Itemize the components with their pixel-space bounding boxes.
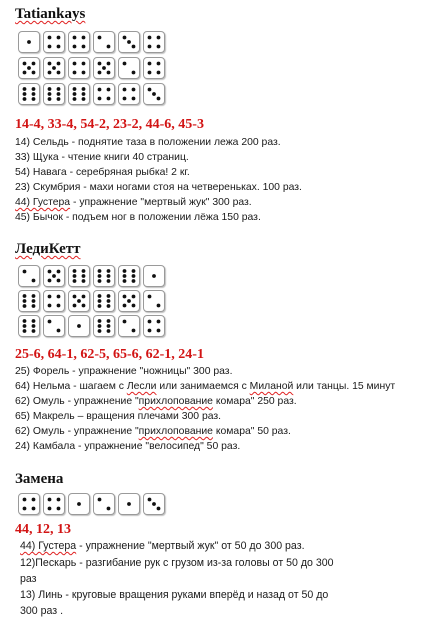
die-pip	[123, 97, 127, 101]
die-pip	[52, 66, 56, 70]
die-face-icon	[93, 57, 115, 79]
die-pip	[148, 295, 152, 299]
die-face-icon	[118, 83, 140, 105]
die-pip	[32, 279, 36, 283]
section-3-line-5: 300 раз .	[20, 605, 64, 617]
die-pip	[82, 97, 86, 101]
die-pip	[32, 507, 36, 511]
die-pip	[32, 324, 36, 328]
die-pip	[107, 97, 111, 101]
die-pip	[98, 71, 102, 75]
die-pip	[32, 329, 36, 333]
die-pip	[73, 97, 77, 101]
die-pip	[107, 329, 111, 333]
die-pip	[132, 88, 136, 92]
section-1-line-1: 14) Сельдь - поднятие таза в положении лежа 200 раз.	[15, 137, 281, 148]
section-1-dice-row-2	[18, 57, 165, 79]
section-3-line-3: раз	[20, 573, 37, 585]
die-pip	[123, 295, 127, 299]
die-face-icon	[118, 493, 140, 515]
die-pip	[48, 270, 52, 274]
die-pip	[98, 304, 102, 308]
die-pip	[73, 36, 77, 40]
die-pip	[98, 62, 102, 66]
die-face-icon	[43, 265, 65, 287]
section-2-line-4: 65) Макрель – вращения плечами 300 раз.	[15, 411, 222, 422]
die-pip	[57, 279, 61, 283]
die-pip	[82, 304, 86, 308]
section-2-line-2: 64) Нельма - шагаем с Лесли или занимаемся с Миланой или танцы. 15 минут	[15, 381, 396, 392]
die-face-icon	[143, 493, 165, 515]
die-pip	[107, 294, 111, 298]
die-pip	[152, 92, 156, 96]
die-pip	[127, 502, 131, 506]
die-face-icon	[18, 265, 40, 287]
die-face-icon	[143, 290, 165, 312]
die-pip	[32, 299, 36, 303]
section-3-line-2: 12)Пескарь - разгибание рук с грузом из-за головы от 50 до 300	[20, 557, 334, 569]
die-face-icon	[68, 57, 90, 79]
die-pip	[52, 274, 56, 278]
section-3-line-4: 13) Линь - круговые вращения руками вперёд и назад от 50 до	[20, 589, 329, 601]
section-2-dice-row-2	[18, 290, 165, 312]
die-pip	[157, 97, 161, 101]
die-pip	[98, 97, 102, 101]
die-face-icon	[143, 265, 165, 287]
die-pip	[102, 66, 106, 70]
die-pip	[132, 71, 136, 75]
die-pip	[73, 45, 77, 49]
die-pip	[132, 45, 136, 49]
die-face-icon	[18, 290, 40, 312]
section-1-line-4: 23) Скумбрия - махи ногами стоя на четвереньках. 100 раз.	[15, 182, 302, 193]
die-pip	[82, 92, 86, 96]
die-pip	[23, 87, 27, 91]
die-face-icon	[143, 315, 165, 337]
die-pip	[107, 45, 111, 49]
die-face-icon	[143, 31, 165, 53]
section-2-line-3: 62) Омуль - упражнение "прихлопование комара" 250 раз.	[15, 396, 297, 407]
die-pip	[82, 279, 86, 283]
die-pip	[82, 71, 86, 75]
die-pip	[48, 279, 52, 283]
die-pip	[107, 279, 111, 283]
die-pip	[23, 270, 27, 274]
section-3-codes: 44, 12, 13	[15, 522, 71, 537]
die-pip	[98, 279, 102, 283]
die-face-icon	[68, 265, 90, 287]
die-pip	[82, 295, 86, 299]
section-1-dice-row-1	[18, 31, 165, 53]
die-pip	[73, 87, 77, 91]
die-pip	[148, 45, 152, 49]
die-pip	[107, 324, 111, 328]
section-1-line-6: 45) Бычок - подъем ног в положении лёжа 150 раз.	[15, 212, 261, 223]
die-pip	[48, 320, 52, 324]
die-pip	[73, 62, 77, 66]
die-pip	[107, 319, 111, 323]
section-3-dice-row-1	[18, 493, 165, 515]
die-pip	[32, 304, 36, 308]
die-pip	[57, 62, 61, 66]
section-2-title: ЛедиКетт	[15, 241, 81, 257]
die-pip	[82, 45, 86, 49]
die-face-icon	[143, 57, 165, 79]
die-face-icon	[43, 83, 65, 105]
die-pip	[23, 299, 27, 303]
die-pip	[23, 294, 27, 298]
die-face-icon	[93, 315, 115, 337]
die-pip	[57, 270, 61, 274]
section-2-line-5: 62) Омуль - упражнение "прихлопование комара" 50 раз.	[15, 426, 291, 437]
die-face-icon	[43, 493, 65, 515]
section-2-dice-row-3	[18, 315, 165, 337]
die-face-icon	[43, 315, 65, 337]
die-pip	[23, 304, 27, 308]
die-pip	[32, 71, 36, 75]
die-pip	[48, 498, 52, 502]
die-face-icon	[93, 290, 115, 312]
die-pip	[107, 62, 111, 66]
die-face-icon	[93, 31, 115, 53]
die-pip	[57, 87, 61, 91]
die-face-icon	[43, 290, 65, 312]
die-pip	[127, 40, 131, 44]
die-pip	[77, 299, 81, 303]
die-pip	[148, 329, 152, 333]
die-pip	[23, 71, 27, 75]
section-1-line-2: 33) Щука - чтение книги 40 страниц.	[15, 152, 189, 163]
die-pip	[132, 329, 136, 333]
die-pip	[98, 324, 102, 328]
die-pip	[107, 304, 111, 308]
section-1-line-3: 54) Навага - серебряная рыбка! 2 кг.	[15, 167, 190, 178]
die-pip	[57, 92, 61, 96]
die-pip	[123, 269, 127, 273]
die-pip	[82, 87, 86, 91]
die-pip	[152, 274, 156, 278]
die-pip	[157, 304, 161, 308]
die-pip	[32, 87, 36, 91]
die-face-icon	[18, 83, 40, 105]
die-face-icon	[68, 493, 90, 515]
die-pip	[107, 507, 111, 511]
die-face-icon	[93, 493, 115, 515]
die-face-icon	[118, 31, 140, 53]
die-face-icon	[68, 315, 90, 337]
die-pip	[32, 498, 36, 502]
die-pip	[48, 295, 52, 299]
die-pip	[57, 45, 61, 49]
die-pip	[152, 502, 156, 506]
die-pip	[82, 36, 86, 40]
die-pip	[48, 45, 52, 49]
die-pip	[23, 507, 27, 511]
die-pip	[157, 45, 161, 49]
die-pip	[127, 299, 131, 303]
die-face-icon	[93, 265, 115, 287]
die-face-icon	[43, 57, 65, 79]
die-pip	[57, 304, 61, 308]
die-face-icon	[18, 31, 40, 53]
die-pip	[98, 319, 102, 323]
die-face-icon	[18, 315, 40, 337]
die-pip	[98, 274, 102, 278]
die-pip	[57, 295, 61, 299]
die-pip	[73, 279, 77, 283]
section-3-title: Замена	[15, 471, 64, 487]
die-pip	[157, 62, 161, 66]
die-pip	[157, 329, 161, 333]
section-2-line-6: 24) Камбала - упражнение "велосипед" 50 раз.	[15, 441, 241, 452]
die-face-icon	[18, 57, 40, 79]
section-2-line-1: 25) Форель - упражнение "ножницы" 300 раз.	[15, 366, 233, 377]
die-pip	[98, 294, 102, 298]
die-pip	[148, 36, 152, 40]
die-face-icon	[118, 315, 140, 337]
die-pip	[98, 329, 102, 333]
die-pip	[73, 71, 77, 75]
die-pip	[123, 36, 127, 40]
die-pip	[148, 88, 152, 92]
die-pip	[157, 71, 161, 75]
die-pip	[27, 40, 31, 44]
die-face-icon	[68, 83, 90, 105]
die-face-icon	[68, 290, 90, 312]
die-face-icon	[43, 31, 65, 53]
die-pip	[23, 329, 27, 333]
die-pip	[132, 279, 136, 283]
die-pip	[32, 62, 36, 66]
section-3-line-1: 44) Густера - упражнение "мертвый жук" от 50 до 300 раз.	[20, 540, 305, 552]
die-pip	[23, 319, 27, 323]
die-pip	[57, 36, 61, 40]
die-pip	[23, 92, 27, 96]
die-pip	[157, 507, 161, 511]
die-face-icon	[18, 493, 40, 515]
die-pip	[48, 62, 52, 66]
die-pip	[23, 62, 27, 66]
die-pip	[23, 97, 27, 101]
die-face-icon	[118, 57, 140, 79]
die-pip	[123, 320, 127, 324]
die-pip	[123, 62, 127, 66]
die-pip	[48, 507, 52, 511]
die-face-icon	[93, 83, 115, 105]
die-pip	[82, 62, 86, 66]
die-pip	[157, 36, 161, 40]
die-pip	[107, 299, 111, 303]
die-pip	[23, 498, 27, 502]
section-1-codes: 14-4, 33-4, 54-2, 23-2, 44-6, 45-3	[15, 117, 204, 132]
die-pip	[98, 36, 102, 40]
die-pip	[148, 62, 152, 66]
die-pip	[32, 294, 36, 298]
die-pip	[48, 87, 52, 91]
die-pip	[27, 66, 31, 70]
die-pip	[107, 274, 111, 278]
die-pip	[107, 88, 111, 92]
die-pip	[57, 329, 61, 333]
die-pip	[57, 97, 61, 101]
die-pip	[77, 502, 81, 506]
die-pip	[98, 88, 102, 92]
die-pip	[148, 498, 152, 502]
die-pip	[57, 507, 61, 511]
die-pip	[123, 274, 127, 278]
die-face-icon	[118, 290, 140, 312]
section-1-line-5: 44) Густера - упражнение "мертвый жук" 300 раз.	[15, 197, 252, 208]
die-pip	[123, 304, 127, 308]
die-face-icon	[143, 83, 165, 105]
die-pip	[98, 299, 102, 303]
section-2-codes: 25-6, 64-1, 62-5, 65-6, 62-1, 24-1	[15, 347, 204, 362]
die-pip	[32, 92, 36, 96]
die-pip	[23, 324, 27, 328]
die-pip	[73, 304, 77, 308]
die-pip	[82, 269, 86, 273]
die-face-icon	[68, 31, 90, 53]
die-pip	[73, 92, 77, 96]
die-pip	[107, 71, 111, 75]
die-pip	[132, 274, 136, 278]
die-pip	[157, 320, 161, 324]
section-2-dice-row-1	[18, 265, 165, 287]
section-1-dice-row-3	[18, 83, 165, 105]
die-pip	[98, 269, 102, 273]
die-pip	[48, 304, 52, 308]
die-pip	[73, 274, 77, 278]
die-pip	[32, 319, 36, 323]
die-pip	[73, 269, 77, 273]
die-pip	[132, 304, 136, 308]
die-pip	[132, 295, 136, 299]
die-pip	[57, 71, 61, 75]
section-1-title: Tatiankays	[15, 6, 86, 22]
die-pip	[123, 88, 127, 92]
die-pip	[82, 274, 86, 278]
die-pip	[57, 498, 61, 502]
die-pip	[123, 279, 127, 283]
die-pip	[107, 269, 111, 273]
die-pip	[148, 320, 152, 324]
die-pip	[132, 97, 136, 101]
die-pip	[48, 97, 52, 101]
die-face-icon	[118, 265, 140, 287]
die-pip	[48, 71, 52, 75]
die-pip	[48, 92, 52, 96]
die-pip	[148, 71, 152, 75]
die-pip	[132, 269, 136, 273]
die-pip	[77, 324, 81, 328]
die-pip	[73, 295, 77, 299]
die-pip	[98, 498, 102, 502]
die-pip	[48, 36, 52, 40]
die-pip	[32, 97, 36, 101]
